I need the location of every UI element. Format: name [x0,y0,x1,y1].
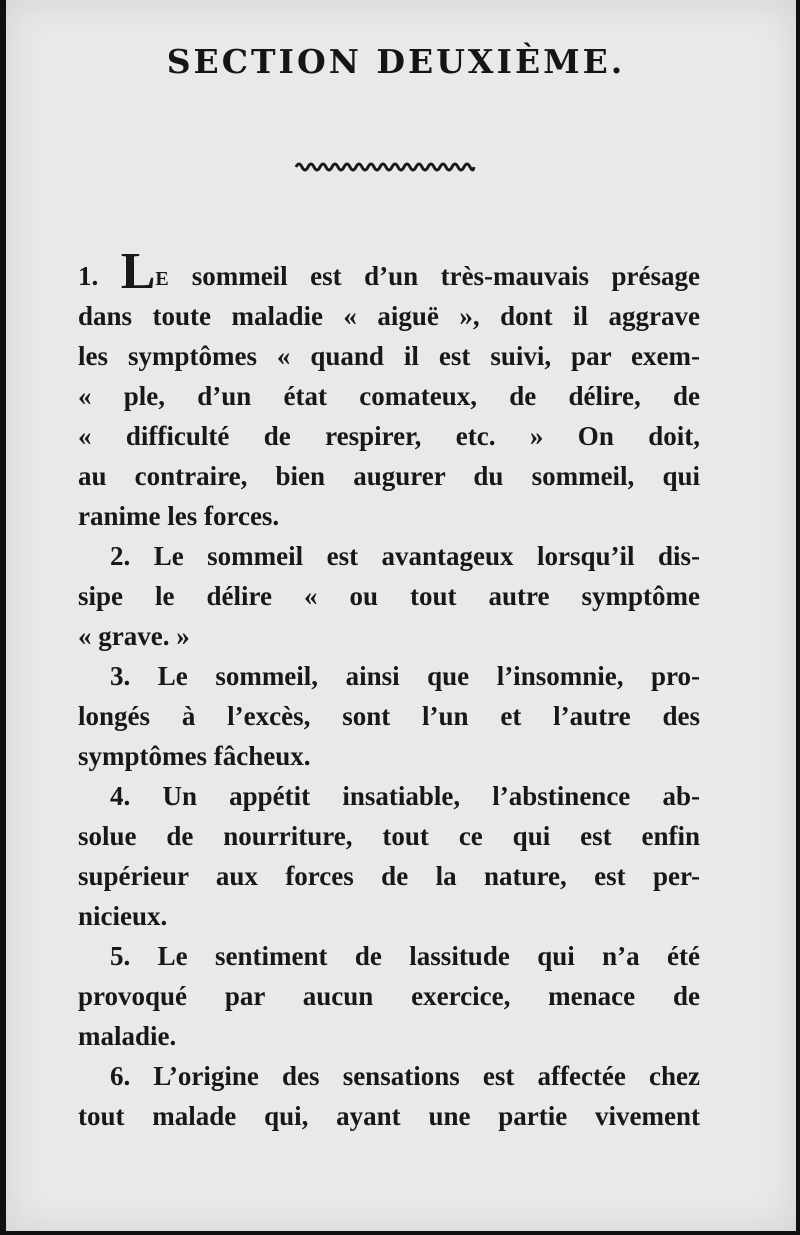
text-line: ranime les forces. [78,501,280,531]
text-line: 2. Le sommeil est avantageux lorsqu’il dis- [110,541,700,571]
paragraph-2 [78,536,700,656]
paragraph-5 [78,936,700,1056]
paragraph-1 [78,238,700,536]
text-line: « grave. » [78,621,190,651]
text-line: 6. L’origine des sensations est affectée chez [110,1061,700,1091]
text-line: au contraire, bien augurer du sommeil, qui [78,461,700,491]
text-line: 5. Le sentiment de lassitude qui n’a été [110,941,700,971]
paragraph-3 [78,656,700,776]
line-text: sommeil est d’un très-mauvais présage [169,261,701,291]
text-line: 4. Un appétit insatiable, l’abstinence ab- [110,781,700,811]
paragraph-6 [78,1056,700,1136]
text-line: solue de nourriture, tout ce qui est enfin [78,821,700,851]
text-line: supérieur aux forces de la nature, est per- [78,861,700,891]
text-line: les symptômes « quand il est suivi, par exem- [78,341,700,371]
page-body-text [78,238,700,1136]
text-line: « ple, d’un état comateux, de délire, de [78,381,700,411]
wavy-ornament-divider [294,160,476,174]
text-line: provoqué par aucun exercice, menace de [78,981,700,1011]
text-line: sipe le délire « ou tout autre symptôme [78,581,700,611]
section-title: SECTION DEUXIÈME. [166,42,626,81]
text-line: longés à l’excès, sont l’un et l’autre des [78,701,700,731]
paragraph-number: 1. [78,261,99,291]
book-page [6,0,796,1231]
text-line [78,238,701,300]
paragraph-4 [78,776,700,936]
text-line: nicieux. [78,901,168,931]
text-line: 3. Le sommeil, ainsi que l’insomnie, pro- [110,661,700,691]
text-line: dans toute maladie « aiguë », dont il aggrave [78,301,700,331]
text-line: symptômes fâcheux. [78,741,311,771]
text-line: tout malade qui, ayant une partie vivement [78,1101,700,1131]
small-caps-letter: E [155,268,170,290]
text-line: maladie. [78,1021,177,1051]
drop-cap-letter: L [120,243,156,300]
text-line: « difficulté de respirer, etc. » On doit, [78,421,700,451]
